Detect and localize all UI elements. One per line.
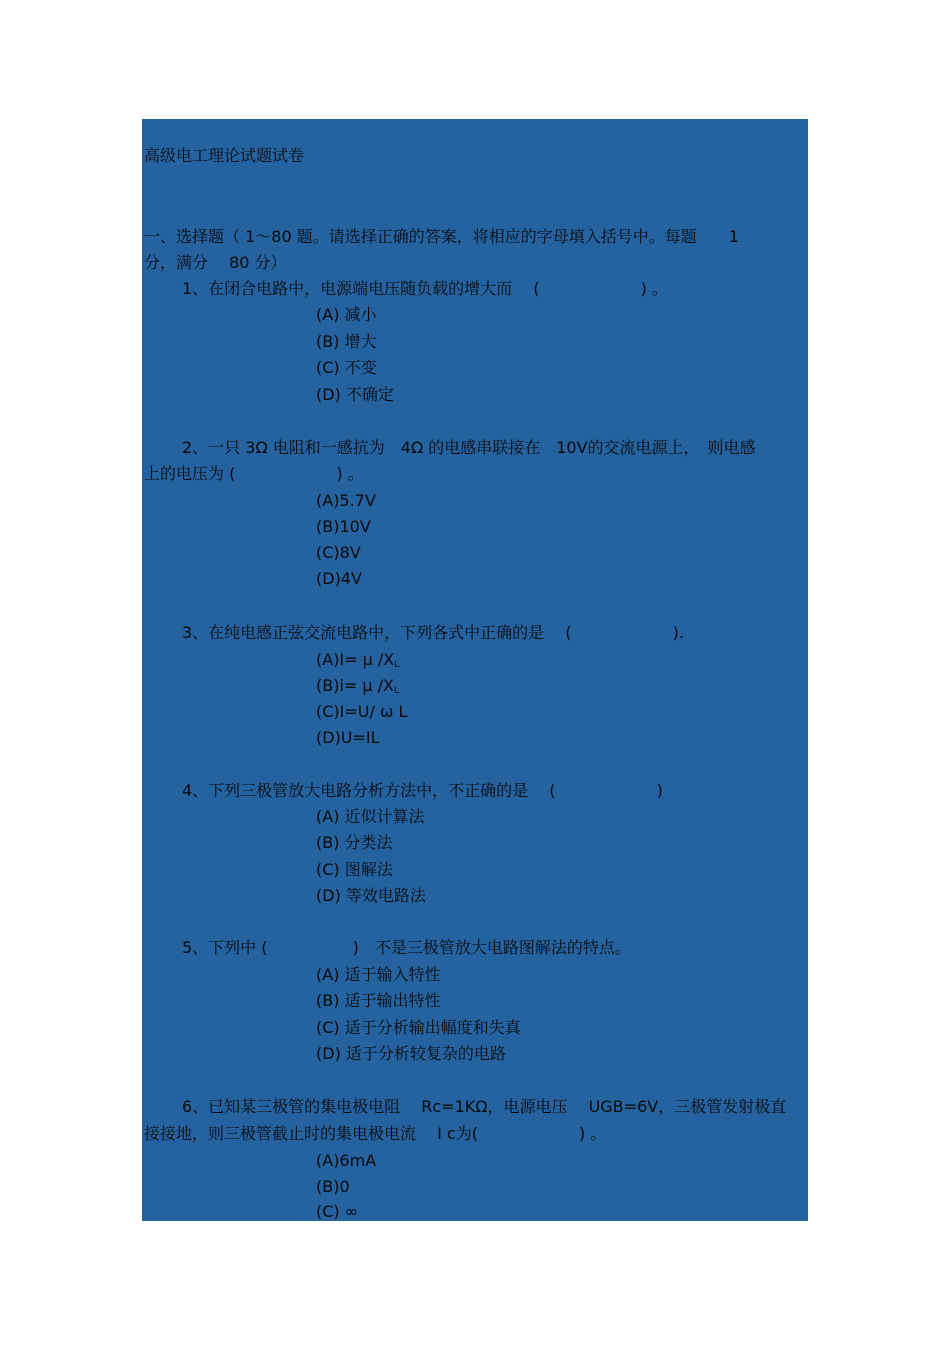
question-1-option-a: (A) 减小	[316, 305, 377, 324]
question-2-option-d: (D)4V	[316, 569, 362, 588]
question-5-option-d: (D) 适于分析较复杂的电路	[316, 1044, 506, 1063]
question-6-text-line-1: 6、已知某三极管的集电极电阻 Rc=1KΩ，电源电压 UGB=6V，三极管发射极直	[182, 1097, 787, 1116]
question-6-option-a: (A)6mA	[316, 1151, 377, 1170]
question-4-text: 4、下列三极管放大电路分析方法中，不正确的是 ( )	[182, 781, 663, 800]
section-heading-line-2: 分，满分 80 分）	[144, 253, 287, 272]
question-3-option-c: (C)I=U/ ω L	[316, 702, 408, 721]
question-1-option-b: (B) 增大	[316, 332, 377, 351]
question-6-text-line-2: 接接地，则三极管截止时的集电极电流 I c为( ) 。	[144, 1124, 607, 1143]
question-3-option-b: (B)i= μ $/X_L$	[316, 676, 400, 696]
question-4-option-b: (B) 分类法	[316, 833, 393, 852]
question-4-option-d: (D) 等效电路法	[316, 886, 426, 905]
question-4-option-a: (A) 近似计算法	[316, 807, 425, 826]
question-5-option-a: (A) 适于输入特性	[316, 965, 441, 984]
question-1-option-d: (D) 不确定	[316, 385, 394, 404]
question-6-option-c: (C) ∞	[316, 1202, 359, 1221]
document-page	[142, 119, 808, 1221]
question-5-text: 5、下列中 ( ) 不是三极管放大电路图解法的特点。	[182, 938, 631, 957]
question-2-option-b: (B)10V	[316, 517, 371, 536]
question-2-text-line-1: 2、一只 3Ω 电阻和一感抗为 4Ω 的电感串联接在 10V的交流电源上， 则电感	[182, 438, 756, 457]
question-3-option-a: (A)I= μ $/X_L$	[316, 650, 400, 670]
question-2-option-a: (A)5.7V	[316, 491, 376, 510]
question-5-option-b: (B) 适于输出特性	[316, 991, 441, 1010]
document-title: 高级电工理论试题试卷	[144, 146, 305, 165]
question-3-option-d: (D)U=IL	[316, 728, 380, 747]
question-1-text: 1、在闭合电路中，电源端电压随负载的增大而 ( ) 。	[182, 279, 668, 298]
question-1-option-c: (C) 不变	[316, 358, 377, 377]
question-3-text: 3、在纯电感正弦交流电路中，下列各式中正确的是 ( ).	[182, 623, 684, 642]
question-5-option-c: (C) 适于分析输出幅度和失真	[316, 1018, 521, 1037]
question-2-option-c: (C)8V	[316, 543, 361, 562]
question-4-option-c: (C) 图解法	[316, 860, 393, 879]
question-2-text-line-2: 上的电压为 ( ) 。	[144, 464, 364, 483]
question-6-option-b: (B)0	[316, 1177, 350, 1196]
section-heading-line-1: 一、选择题（ 1～80 题。请选择正确的答案，将相应的字母填入括号中。每题 1	[144, 227, 739, 246]
